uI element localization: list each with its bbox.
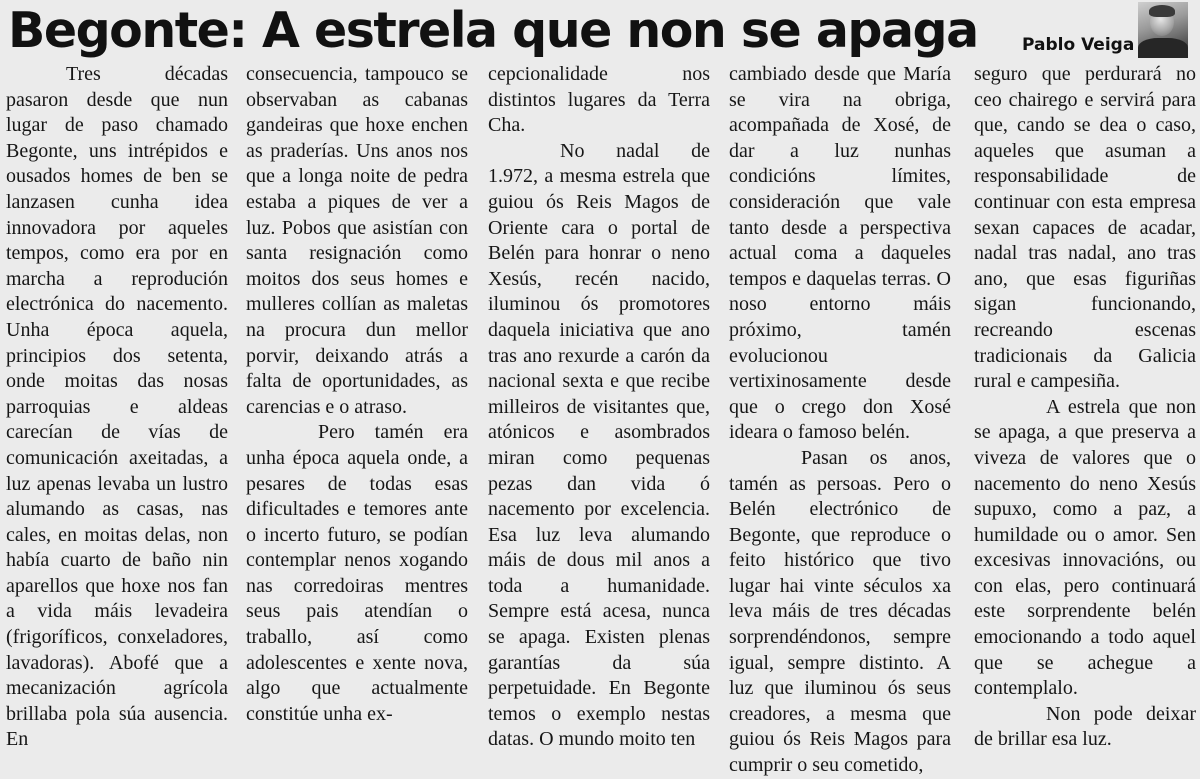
article-headline: Begonte: A estrela que non se apaga [8, 2, 978, 59]
author-photo [1138, 2, 1188, 58]
paragraph: cepcionalidade nos distintos lugares da Terra Cha. [488, 63, 710, 137]
paragraph: Non pode deixar de brillar esa luz. [974, 702, 1196, 751]
paragraph: seguro que perdurará no ceo chairego e servirá para que, cando se dea o caso, aqueles que asuman a responsabilidade de continuar con esta empresa sexan capaces de acadar, nadal tras nadal, ano tras ano, que esas figuriñas sigan funcionando, recreando escenas tradicionais da Galicia rural e campesiña. [974, 63, 1196, 393]
paragraph: Pasan os anos, tamén as persoas. Pero o Belén electrónico de Begonte, que reproduce o feito histórico que tivo lugar hai vinte séculos xa leva máis de tres décadas sorprendéndonos, sempre igual, sempre distinto. A luz que iluminou ós seus creadores, a mesma que guiou ós Reis Magos para cumprir o seu cometido, [729, 446, 951, 777]
paragraph: Tres décadas pasaron desde que nun lugar de paso chamado Begonte, uns intrépidos e ousados homes de ben se lanzasen cunha idea innovadora por aqueles tempos, como era por en marcha a reprodución electrónica do nacemento. Unha época aquela, principios dos setenta, onde moitas das nosas parroquias e aldeas carecían de vías de comunicación axeitadas, a luz apenas levaba un lustro alumando as casas, nas cales, en moitas delas, non había cuarto de baño nin aparellos que hoxe nos fan a vida máis levadeira (frigoríficos, conxeladores, lavadoras). Abofé que a mecanización agrícola brillaba pola súa ausencia. En [6, 63, 228, 751]
paragraph: Pero tamén era unha época aquela onde, a pesares de todas esas dificultades e temores ante o incerto futuro, se podían contemplar nenos xogando nas corredoiras mentres seus pais atendían o traballo, así como adolescentes e xente nova, algo que actualmente constitúe unha ex- [246, 421, 468, 725]
author-byline: Pablo Veiga [1022, 35, 1135, 55]
paragraph: A estrela que non se apaga, a que preserva a viveza de valores que o nacemento do neno Xesús supuxo, como a paz, a humildade ou o amor. Sen excesivas innovacións, ou con elas, pero continuará este sorprendente belén emocionando a todo aquel que se achegue a contemplalo. [974, 395, 1196, 700]
text-column-1 [6, 62, 228, 753]
paragraph: consecuencia, tampouco se observaban as cabanas gandeiras que hoxe enchen as praderías. Uns anos nos que a longa noite de pedra estaba a piques de ver a luz. Pobos que asistían con santa resignación como moitos dos seus homes e mulleres collían as maletas na procura dun mellor porvir, deixando atrás a falta de oportunidades, as carencias e o atraso. [246, 63, 468, 418]
text-column-5 [974, 62, 1196, 753]
paragraph: No nadal de 1.972, a mesma estrela que guiou ós Reis Magos de Oriente cara o portal de Belén para honrar o neno Xesús, recén nacido, iluminou ós promotores daquela iniciativa que ano tras ano rexurde a carón da nacional sexta e que recibe milleiros de visitantes que, atónicos e asombrados miran como pequenas pezas dan vida ó nacemento por excelencia. Esa luz leva alumando máis de dous mil anos a toda a humanidade. Sempre está acesa, nunca se apaga. Existen plenas garantías da súa perpetuidade. En Begonte temos o exemplo nestas datas. O mundo moito ten [488, 139, 710, 751]
text-column-2 [246, 62, 468, 727]
paragraph: cambiado desde que María se vira na obriga, acompañada de Xosé, de dar a luz nunhas condicións límites, consideración que vale tanto desde a perspectiva actual coma a daqueles tempos e daquelas terras. O noso entorno máis próximo, tamén evolucionou vertixinosamente desde que o crego don Xosé ideara o famoso belén. [729, 63, 951, 444]
text-column-3 [488, 62, 710, 753]
text-column-4 [729, 62, 951, 779]
